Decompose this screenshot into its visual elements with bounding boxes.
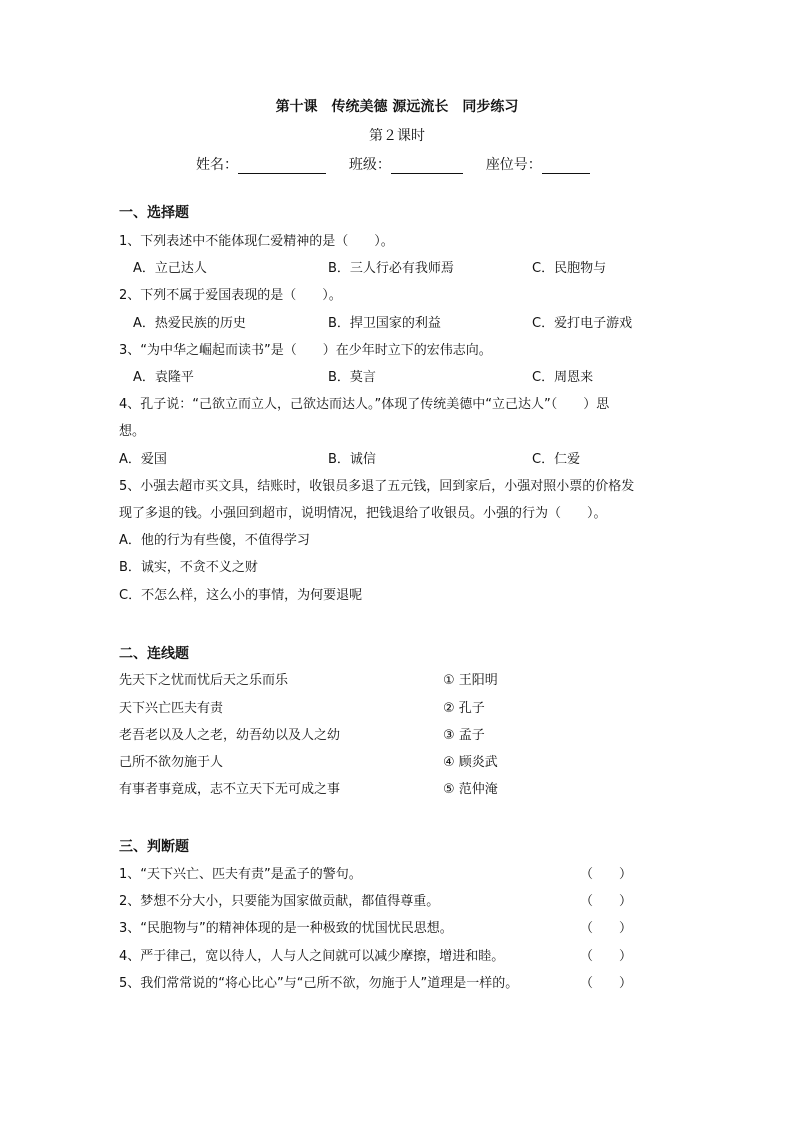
section-heading-choice: 一、选择题 <box>119 205 189 221</box>
matching-quote[interactable]: 先天下之忧而忧后天之乐而乐 <box>119 673 289 688</box>
name-label: 姓名： <box>196 157 238 173</box>
option-a[interactable]: A．立己达人 <box>133 261 207 276</box>
option-b[interactable]: B．莫言 <box>328 370 376 385</box>
page-title: 第十课 传统美德 源远流长 同步练习 <box>275 99 519 115</box>
option-c[interactable]: C．民胞物与 <box>532 261 607 276</box>
seat-field[interactable] <box>542 159 590 174</box>
option-c[interactable]: C．爱打电子游戏 <box>532 316 633 331</box>
judgment-item: 5、我们常常说的“将心比心”与“己所不欲，勿施于人”道理是一样的。 <box>119 976 519 991</box>
matching-person[interactable]: ① 王阳明 <box>443 673 498 688</box>
matching-person[interactable]: ③ 孟子 <box>443 728 485 743</box>
option-a[interactable]: A．热爱民族的历史 <box>133 316 246 331</box>
answer-bracket[interactable]: （ ） <box>580 894 633 909</box>
answer-bracket[interactable]: （ ） <box>580 921 633 936</box>
student-info-row <box>196 156 590 174</box>
option-a[interactable]: A．爱国 <box>119 452 167 467</box>
question-stem: 4、孔子说：“己欲立而立人，己欲达而达人。”体现了传统美德中“立己达人”（ ）思 <box>119 397 610 412</box>
matching-person[interactable]: ④ 顾炎武 <box>443 755 498 770</box>
option-b[interactable]: B．捍卫国家的利益 <box>328 316 441 331</box>
matching-quote[interactable]: 己所不欲勿施于人 <box>119 755 224 770</box>
answer-bracket[interactable]: （ ） <box>580 976 633 991</box>
judgment-item: 4、严于律己，宽以待人，人与人之间就可以减少摩擦，增进和睦。 <box>119 949 505 964</box>
question-stem-continued: 想。 <box>119 424 146 439</box>
option-b[interactable]: B．诚实，不贪不义之财 <box>119 560 258 575</box>
option-a[interactable]: A．袁隆平 <box>133 370 194 385</box>
matching-person[interactable]: ② 孔子 <box>443 701 485 716</box>
name-field[interactable] <box>238 159 326 174</box>
option-b[interactable]: B．诚信 <box>328 452 376 467</box>
option-b[interactable]: B．三人行必有我师焉 <box>328 261 454 276</box>
judgment-item: 1、“天下兴亡、匹夫有责”是孟子的警句。 <box>119 867 362 882</box>
class-field[interactable] <box>391 159 463 174</box>
seat-label: 座位号： <box>485 157 542 173</box>
section-heading-judgment: 三、判断题 <box>119 839 189 855</box>
question-stem: 1、下列表述中不能体现仁爱精神的是（ ）。 <box>119 234 394 249</box>
answer-bracket[interactable]: （ ） <box>580 867 633 882</box>
matching-person[interactable]: ⑤ 范仲淹 <box>443 782 498 797</box>
option-a[interactable]: A．他的行为有些傻，不值得学习 <box>119 533 310 548</box>
judgment-item: 2、梦想不分大小，只要能为国家做贡献，都值得尊重。 <box>119 894 440 909</box>
page-subtitle: 第２课时 <box>369 128 425 144</box>
option-c[interactable]: C．仁爱 <box>532 452 581 467</box>
section-heading-matching: 二、连线题 <box>119 646 189 662</box>
matching-quote[interactable]: 天下兴亡匹夫有责 <box>119 701 224 716</box>
question-stem: 3、“为中华之崛起而读书”是（ ）在少年时立下的宏伟志向。 <box>119 343 492 358</box>
judgment-item: 3、“民胞物与”的精神体现的是一种极致的忧国忧民思想。 <box>119 921 453 936</box>
question-stem: 2、下列不属于爱国表现的是（ ）。 <box>119 288 342 303</box>
question-stem: 5、小强去超市买文具，结账时，收银员多退了五元钱，回到家后，小强对照小票的价格发 <box>119 479 635 494</box>
matching-quote[interactable]: 有事者事竟成，志不立天下无可成之事 <box>119 782 341 797</box>
question-stem-continued: 现了多退的钱。小强回到超市，说明情况，把钱退给了收银员。小强的行为（ ）。 <box>119 506 607 521</box>
option-c[interactable]: C．周恩来 <box>532 370 594 385</box>
option-c[interactable]: C．不怎么样，这么小的事情，为何要退呢 <box>119 588 363 603</box>
class-label: 班级： <box>348 157 391 173</box>
matching-quote[interactable]: 老吾老以及人之老，幼吾幼以及人之幼 <box>119 728 341 743</box>
answer-bracket[interactable]: （ ） <box>580 949 633 964</box>
